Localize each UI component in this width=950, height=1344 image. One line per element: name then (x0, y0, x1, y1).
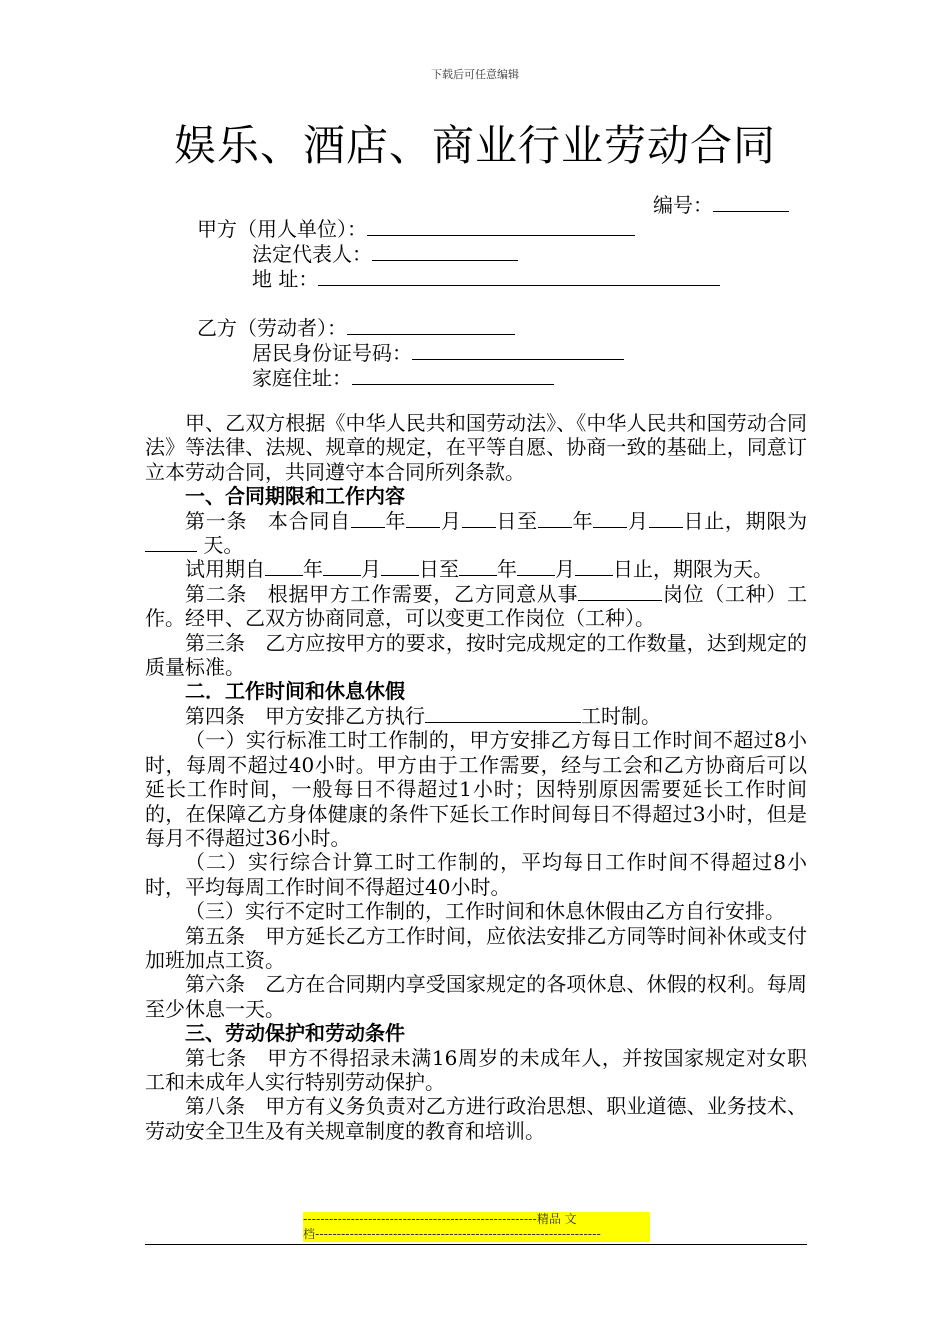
section-1-heading: 一、合同期限和工作内容 (185, 484, 405, 509)
contract-body (145, 411, 807, 1143)
article-4-clause-1: （一）实行标准工时工作制的，甲方安排乙方每日工作时间不超过8小时，每周不超过40小时。甲方由于工作需要，经与工会和乙方协商后可以延长工作时间，一般每日不得超过1小时；因特别原因需要延长工作时间的，在保障乙方身体健康的条件下延长工作时间每日不得超过3小时，但是每月不得超过36小时。 (145, 728, 807, 850)
footer-watermark-line-2: 档------------------------------------------------------------------ (303, 1227, 601, 1241)
party-a-address-line (252, 267, 720, 291)
party-a-address-label: 地 址： (252, 267, 319, 291)
legal-rep-label: 法定代表人： (252, 242, 372, 266)
party-a-line (197, 217, 635, 241)
footer-watermark-line-1: ------------------------------------------------------精品 文 (303, 1212, 577, 1226)
home-address-blank (352, 366, 554, 385)
party-a-blank (367, 217, 635, 236)
home-address-label: 家庭住址： (252, 366, 352, 390)
article-4: 第四条 甲方安排乙方执行 工时制。 (185, 703, 661, 728)
footer-watermark (303, 1212, 650, 1242)
contract-number (653, 193, 789, 217)
contract-number-label: 编号： (653, 193, 713, 217)
party-a-label: 甲方（用人单位）： (197, 217, 367, 241)
party-b-line (197, 316, 515, 340)
party-b-label: 乙方（劳动者）： (197, 316, 347, 340)
contract-number-blank (713, 193, 789, 212)
header-note: 下载后可任意编辑 (431, 68, 519, 81)
section-2-heading: 二．工作时间和休息休假 (185, 679, 405, 704)
article-4-clause-2: （二）实行综合计算工时工作制的，平均每日工作时间不得超过8小时，平均每周工作时间不得超过40小时。 (145, 850, 807, 899)
party-b-blank (347, 316, 515, 335)
article-4-clause-3: （三）实行不定时工作制的，工作时间和休息休假由乙方自行安排。 (185, 899, 785, 924)
section-3-heading: 三、劳动保护和劳动条件 (185, 1021, 405, 1046)
document-title: 娱乐、酒店、商业行业劳动合同 (173, 121, 776, 170)
article-6: 第六条 乙方在合同期内享受国家规定的各项休息、休假的权利。每周至少休息一天。 (145, 972, 807, 1021)
article-5: 第五条 甲方延长乙方工作时间，应依法安排乙方同等时间补休或支付加班加点工资。 (145, 923, 807, 972)
intro-paragraph: 甲、乙双方根据《中华人民共和国劳动法》、《中华人民共和国劳动合同法》等法律、法规、规章的规定，在平等自愿、协商一致的基础上，同意订立本劳动合同，共同遵守本合同所列条款。 (145, 411, 807, 484)
home-address-line (252, 366, 554, 390)
party-a-address-blank (318, 267, 720, 286)
legal-rep-blank (372, 242, 518, 261)
id-number-label: 居民身份证号码： (252, 341, 412, 365)
article-1: 第一条 本合同自 年 月 日至 年 月 日止，期限为 天。 (145, 509, 807, 558)
id-number-line (252, 341, 624, 365)
article-8: 第八条 甲方有义务负责对乙方进行政治思想、职业道德、业务技术、劳动安全卫生及有关规章制度的教育和培训。 (145, 1094, 807, 1143)
footer-rule (145, 1244, 807, 1245)
probation-period: 试用期自 年 月 日至 年 月 日止，期限为天。 (185, 557, 773, 582)
article-3: 第三条 乙方应按甲方的要求，按时完成规定的工作数量，达到规定的质量标准。 (145, 630, 807, 680)
article-7: 第七条 甲方不得招录未满16周岁的未成年人，并按国家规定对女职工和未成年人实行特别劳动保护。 (145, 1045, 807, 1094)
id-number-blank (412, 341, 624, 360)
article-2: 第二条 根据甲方工作需要，乙方同意从事 岗位（工种）工作。经甲、乙双方协商同意，可以变更工作岗位（工种）。 (145, 581, 808, 631)
legal-rep-line (252, 242, 518, 266)
